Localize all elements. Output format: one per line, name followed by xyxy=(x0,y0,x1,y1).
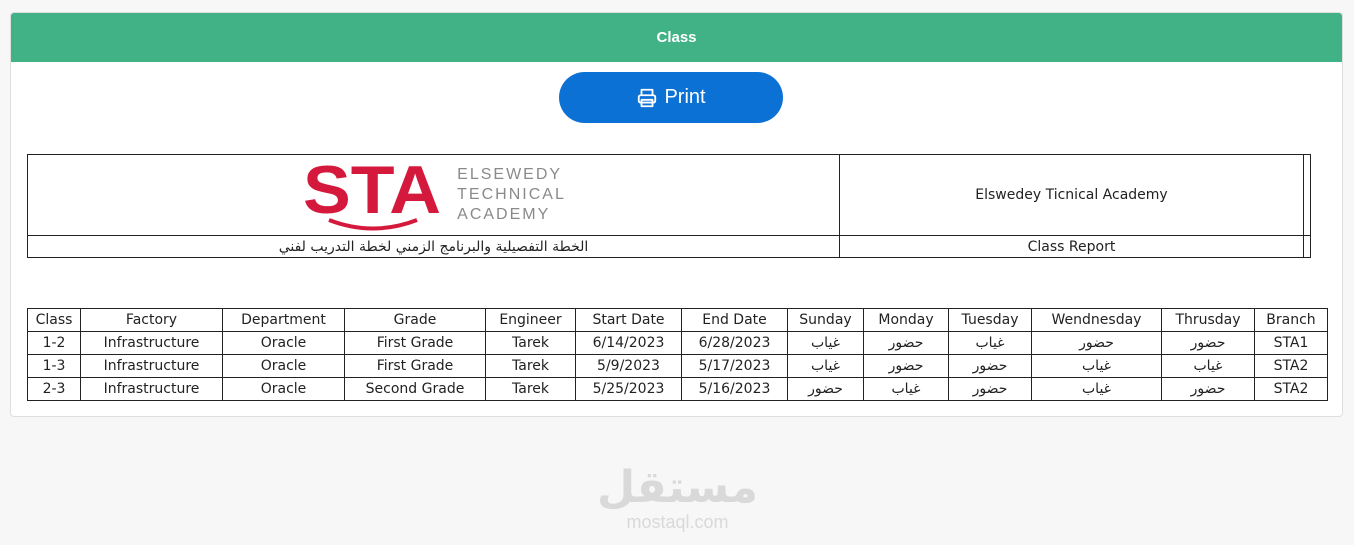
report-header-table xyxy=(27,154,1311,258)
sta-logo-mark xyxy=(301,157,445,233)
mostaql-watermark xyxy=(590,462,765,533)
header-spacer-cell xyxy=(1304,236,1311,258)
table-cell: 1-3 xyxy=(28,355,81,378)
table-cell: حضور xyxy=(949,378,1032,401)
table-cell: Tarek xyxy=(486,355,576,378)
table-cell: Oracle xyxy=(223,355,345,378)
column-header: Branch xyxy=(1255,309,1328,332)
sta-logo xyxy=(28,157,839,233)
column-header: Factory xyxy=(81,309,223,332)
table-cell: حضور xyxy=(864,355,949,378)
table-cell: Tarek xyxy=(486,332,576,355)
header-spacer-cell xyxy=(1304,155,1311,236)
logo-text-line: TECHNICAL xyxy=(457,186,566,203)
table-cell: First Grade xyxy=(345,355,486,378)
column-header: Tuesday xyxy=(949,309,1032,332)
table-cell: حضور xyxy=(1162,332,1255,355)
table-cell: غياب xyxy=(949,332,1032,355)
table-cell: غياب xyxy=(1032,355,1162,378)
logo-wordmark xyxy=(457,165,566,225)
table-cell: حضور xyxy=(949,355,1032,378)
table-row xyxy=(28,355,1328,378)
column-header: Class xyxy=(28,309,81,332)
table-cell: غياب xyxy=(864,378,949,401)
table-cell: حضور xyxy=(864,332,949,355)
table-cell: First Grade xyxy=(345,332,486,355)
watermark-latin: mostaql.com xyxy=(626,512,729,532)
column-header: Start Date xyxy=(576,309,682,332)
column-header: Department xyxy=(223,309,345,332)
table-cell: 5/25/2023 xyxy=(576,378,682,401)
table-cell: غياب xyxy=(1162,355,1255,378)
column-header: End Date xyxy=(682,309,788,332)
table-row xyxy=(28,332,1328,355)
table-cell: 2-3 xyxy=(28,378,81,401)
column-header: Engineer xyxy=(486,309,576,332)
card-title: Class xyxy=(656,29,697,46)
class-table xyxy=(27,308,1328,401)
table-cell: STA1 xyxy=(1255,332,1328,355)
table-cell: حضور xyxy=(1032,332,1162,355)
logo-cell xyxy=(28,155,840,236)
logo-text-line: ELSEWEDY xyxy=(457,166,563,183)
column-header: Grade xyxy=(345,309,486,332)
table-cell: غياب xyxy=(788,355,864,378)
table-header-row xyxy=(28,309,1328,332)
class-card xyxy=(10,12,1343,417)
table-cell: STA2 xyxy=(1255,355,1328,378)
logo-letters: STA xyxy=(303,157,442,228)
table-cell: Oracle xyxy=(223,378,345,401)
table-cell: Infrastructure xyxy=(81,378,223,401)
table-cell: 6/28/2023 xyxy=(682,332,788,355)
table-cell: حضور xyxy=(788,378,864,401)
table-cell: Infrastructure xyxy=(81,355,223,378)
print-button[interactable] xyxy=(559,72,783,123)
watermark-arabic: مستقل xyxy=(597,462,758,513)
printer-icon xyxy=(636,87,658,109)
card-header xyxy=(11,13,1342,62)
table-cell: 5/17/2023 xyxy=(682,355,788,378)
plan-title-arabic: الخطة التفصيلية والبرنامج الزمني لخطة التدريب لفني xyxy=(28,236,840,258)
table-cell: غياب xyxy=(1032,378,1162,401)
print-button-label: Print xyxy=(664,86,706,108)
table-cell: غياب xyxy=(788,332,864,355)
table-cell: Second Grade xyxy=(345,378,486,401)
table-cell: Tarek xyxy=(486,378,576,401)
table-cell: 5/9/2023 xyxy=(576,355,682,378)
academy-name: Elswedey Ticnical Academy xyxy=(840,155,1304,236)
report-title: Class Report xyxy=(840,236,1304,258)
table-cell: 1-2 xyxy=(28,332,81,355)
logo-text-line: ACADEMY xyxy=(457,206,551,223)
table-row xyxy=(28,378,1328,401)
column-header: Sunday xyxy=(788,309,864,332)
table-cell: Infrastructure xyxy=(81,332,223,355)
table-cell: STA2 xyxy=(1255,378,1328,401)
table-cell: 5/16/2023 xyxy=(682,378,788,401)
table-cell: حضور xyxy=(1162,378,1255,401)
column-header: Wendnesday xyxy=(1032,309,1162,332)
table-cell: Oracle xyxy=(223,332,345,355)
table-cell: 6/14/2023 xyxy=(576,332,682,355)
column-header: Monday xyxy=(864,309,949,332)
column-header: Thrusday xyxy=(1162,309,1255,332)
